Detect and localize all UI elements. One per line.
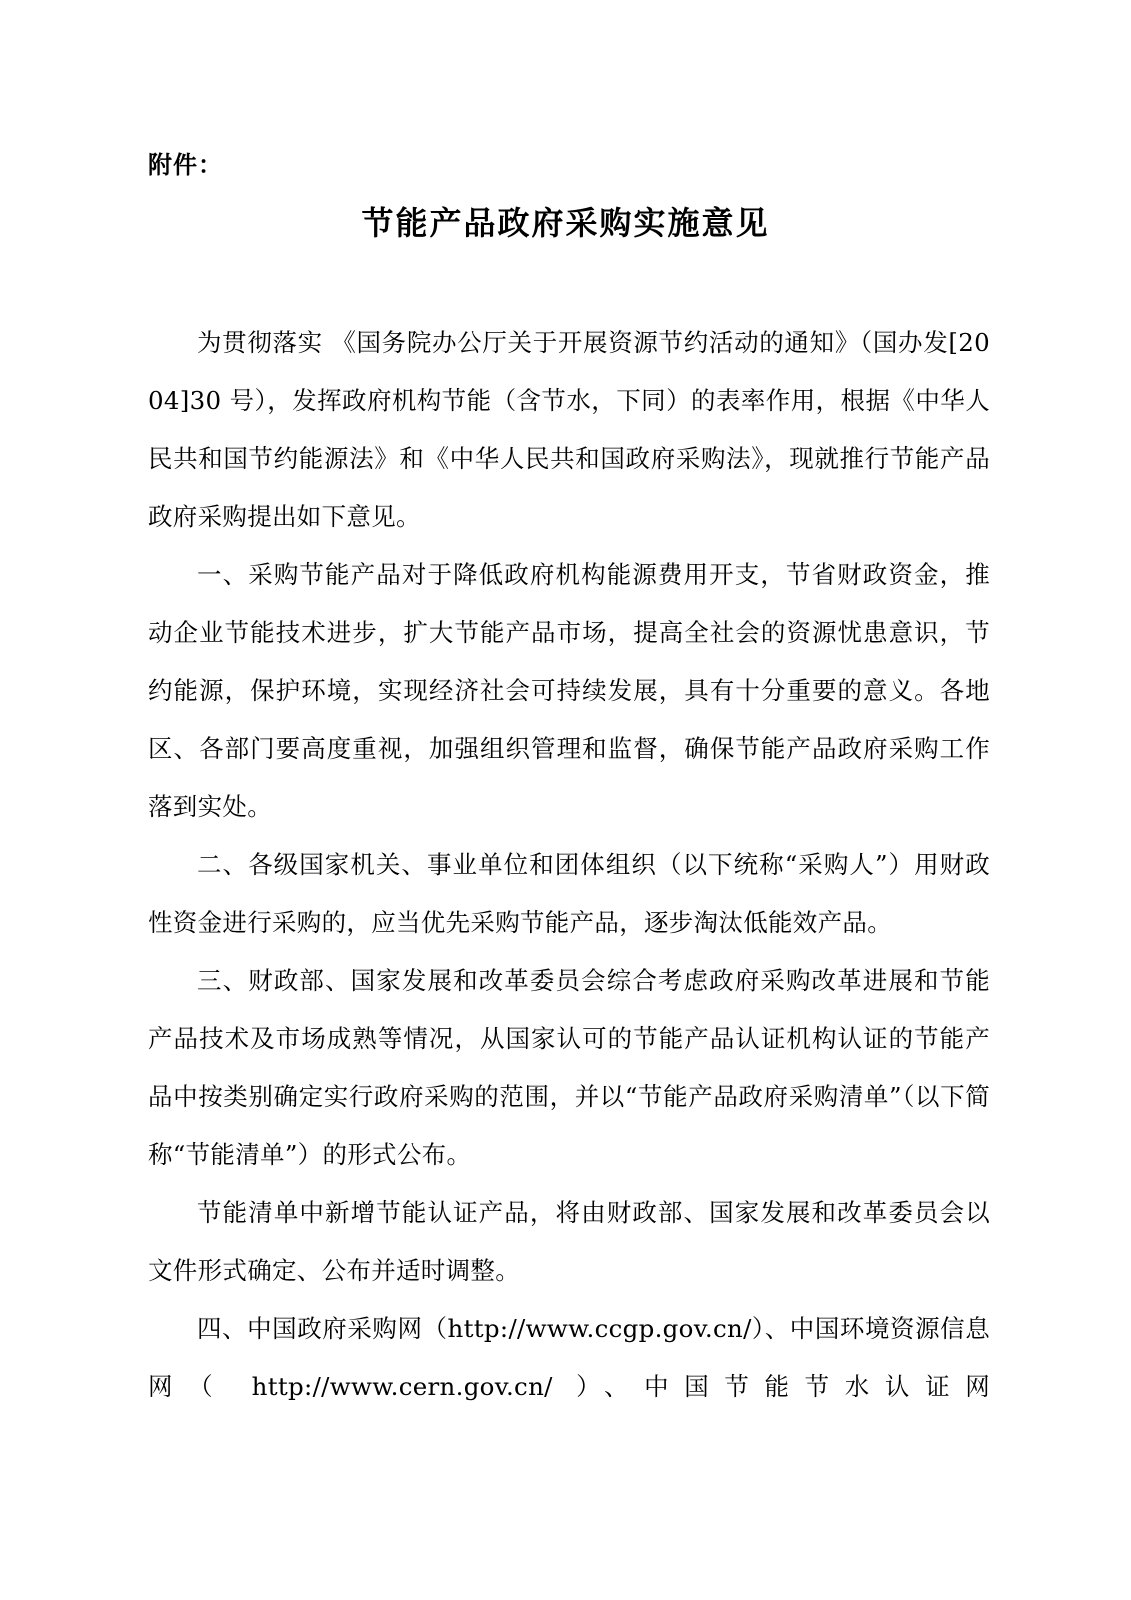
attachment-label: 附件： bbox=[148, 151, 223, 179]
document-title: 节能产品政府采购实施意见 bbox=[361, 204, 770, 242]
paragraph-intro: 为贯彻落实 《国务院办公厅关于开展资源节约活动的通知》（国办发[2004]30 号），发挥政府机构节能（含节水，下同）的表率作用，根据《中华人民共和国节约能源法》和《中华人民共和国政府采购法》，现就推行节能产品政府采购提出如下意见。 bbox=[148, 328, 990, 531]
paragraph-section-1: 一、采购节能产品对于降低政府机构能源费用开支，节省财政资金，推动企业节能技术进步，扩大节能产品市场，提高全社会的资源忧患意识，节约能源，保护环境，实现经济社会可持续发展，具有十分重要的意义。各地区、各部门要高度重视，加强组织管理和监督，确保节能产品政府采购工作落到实处。 bbox=[148, 560, 990, 821]
paragraph-section-4: 四、中国政府采购网（http://www.ccgp.gov.cn/）、中国环境资源信息网（ http://www.cern.gov.cn/ ）、中国节能节水认证网 bbox=[148, 1314, 990, 1401]
paragraph-section-2: 二、各级国家机关、事业单位和团体组织（以下统称“采购人”）用财政性资金进行采购的，应当优先采购节能产品，逐步淘汰低能效产品。 bbox=[148, 850, 990, 937]
paragraph-section-3-addendum: 节能清单中新增节能认证产品，将由财政部、国家发展和改革委员会以文件形式确定、公布并适时调整。 bbox=[148, 1198, 990, 1285]
document-body bbox=[148, 314, 990, 1416]
paragraph-section-3: 三、财政部、国家发展和改革委员会综合考虑政府采购改革进展和节能产品技术及市场成熟等情况，从国家认可的节能产品认证机构认证的节能产品中按类别确定实行政府采购的范围，并以“节能产品政府采购清单”（以下简称“节能清单”）的形式公布。 bbox=[148, 966, 990, 1169]
